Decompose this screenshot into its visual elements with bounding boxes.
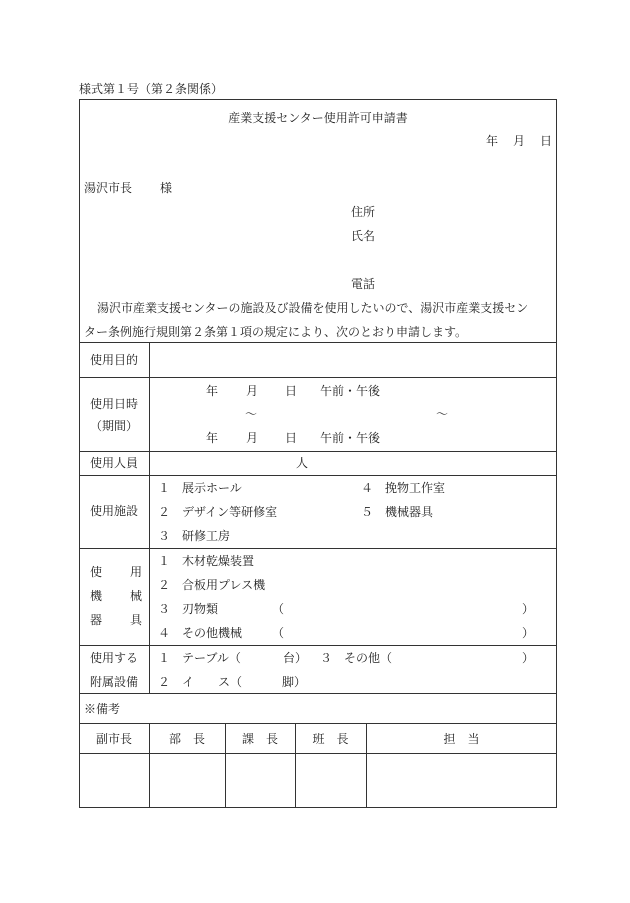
form-title: 産業支援センター使用許可申請書	[228, 111, 408, 125]
close-paren: ）	[522, 651, 535, 665]
period-tilde: ～	[436, 407, 449, 421]
end-day: 日	[285, 431, 298, 445]
accessories-sublabel: 附属設備	[89, 675, 138, 689]
intro-line-2: ター条例施行規則第２条第１項の規定により、次のとおり申請します。	[84, 325, 468, 339]
date-year: 年	[486, 134, 499, 148]
equipment-item: １ 木材乾燥装置	[158, 554, 255, 568]
equipment-item: ２ 合板用プレス機	[158, 578, 266, 592]
start-day: 日	[285, 384, 298, 398]
facility-item: ３ 研修工房	[158, 529, 231, 543]
divider	[79, 645, 557, 646]
people-unit: 人	[296, 456, 309, 470]
intro-line-1: 湯沢市産業支援センターの施設及び設備を使用したいので、湯沢市産業支援セン	[97, 301, 529, 315]
facilities-label: 使用施設	[89, 504, 138, 518]
datetime-sublabel: （期間）	[89, 419, 138, 433]
start-month: 月	[246, 384, 259, 398]
equipment-item: ３ 刃物類	[158, 602, 219, 616]
end-month: 月	[246, 431, 259, 445]
end-ampm: 午前・午後	[320, 431, 381, 445]
equipment-label-char: 具	[130, 613, 143, 627]
period-tilde: ～	[245, 407, 258, 421]
approval-vice-mayor: 副市長	[95, 732, 132, 746]
equipment-item: ４ その他機械	[158, 626, 243, 640]
divider	[79, 342, 557, 343]
divider	[79, 377, 557, 378]
divider	[79, 548, 557, 549]
application-form	[79, 99, 557, 808]
name-label: 氏名	[351, 229, 376, 243]
phone-label: 電話	[351, 277, 376, 291]
open-paren: （	[272, 626, 285, 640]
approval-staff: 担 当	[443, 732, 480, 746]
accessory-other: ３ その他（	[320, 651, 393, 665]
facility-item: ５ 機械器具	[361, 505, 434, 519]
approval-director: 部 長	[168, 732, 205, 746]
approval-section-chief: 課 長	[241, 732, 278, 746]
close-paren: ）	[522, 602, 535, 616]
address-label: 住所	[351, 205, 376, 219]
start-ampm: 午前・午後	[320, 384, 381, 398]
start-year: 年	[206, 384, 219, 398]
facility-item: ２ デザイン等研修室	[158, 505, 278, 519]
accessories-label: 使用する	[89, 651, 138, 665]
equipment-label-char: 器	[90, 613, 103, 627]
divider	[79, 693, 557, 694]
datetime-label: 使用日時	[89, 397, 138, 411]
equipment-label-char: 機	[90, 589, 103, 603]
end-year: 年	[206, 431, 219, 445]
equipment-label-char: 用	[130, 565, 143, 579]
addressee-name: 湯沢市長	[84, 181, 133, 195]
equipment-label-char: 使	[90, 565, 103, 579]
addressee-honorific: 様	[160, 181, 173, 195]
divider	[79, 723, 557, 724]
accessory-chair: ２ イ ス（	[158, 675, 243, 689]
divider	[79, 451, 557, 452]
date-month: 月	[513, 134, 526, 148]
approval-team-leader: 班 長	[312, 732, 349, 746]
accessory-chair-unit: 脚）	[282, 675, 307, 689]
equipment-label-char: 械	[130, 589, 143, 603]
facility-item: ４ 挽物工作室	[361, 481, 446, 495]
purpose-label: 使用目的	[89, 353, 138, 367]
date-day: 日	[540, 134, 553, 148]
label-column-divider	[149, 342, 150, 693]
close-paren: ）	[522, 626, 535, 640]
remarks-label: ※備考	[84, 702, 121, 716]
open-paren: （	[272, 602, 285, 616]
facility-item: １ 展示ホール	[158, 481, 242, 495]
divider	[79, 475, 557, 476]
accessory-table-unit: 台）	[283, 651, 308, 665]
form-number: 様式第１号（第２条関係）	[79, 82, 224, 96]
accessory-table: １ テーブル（	[158, 651, 241, 665]
people-label: 使用人員	[89, 456, 138, 470]
divider	[79, 753, 557, 754]
